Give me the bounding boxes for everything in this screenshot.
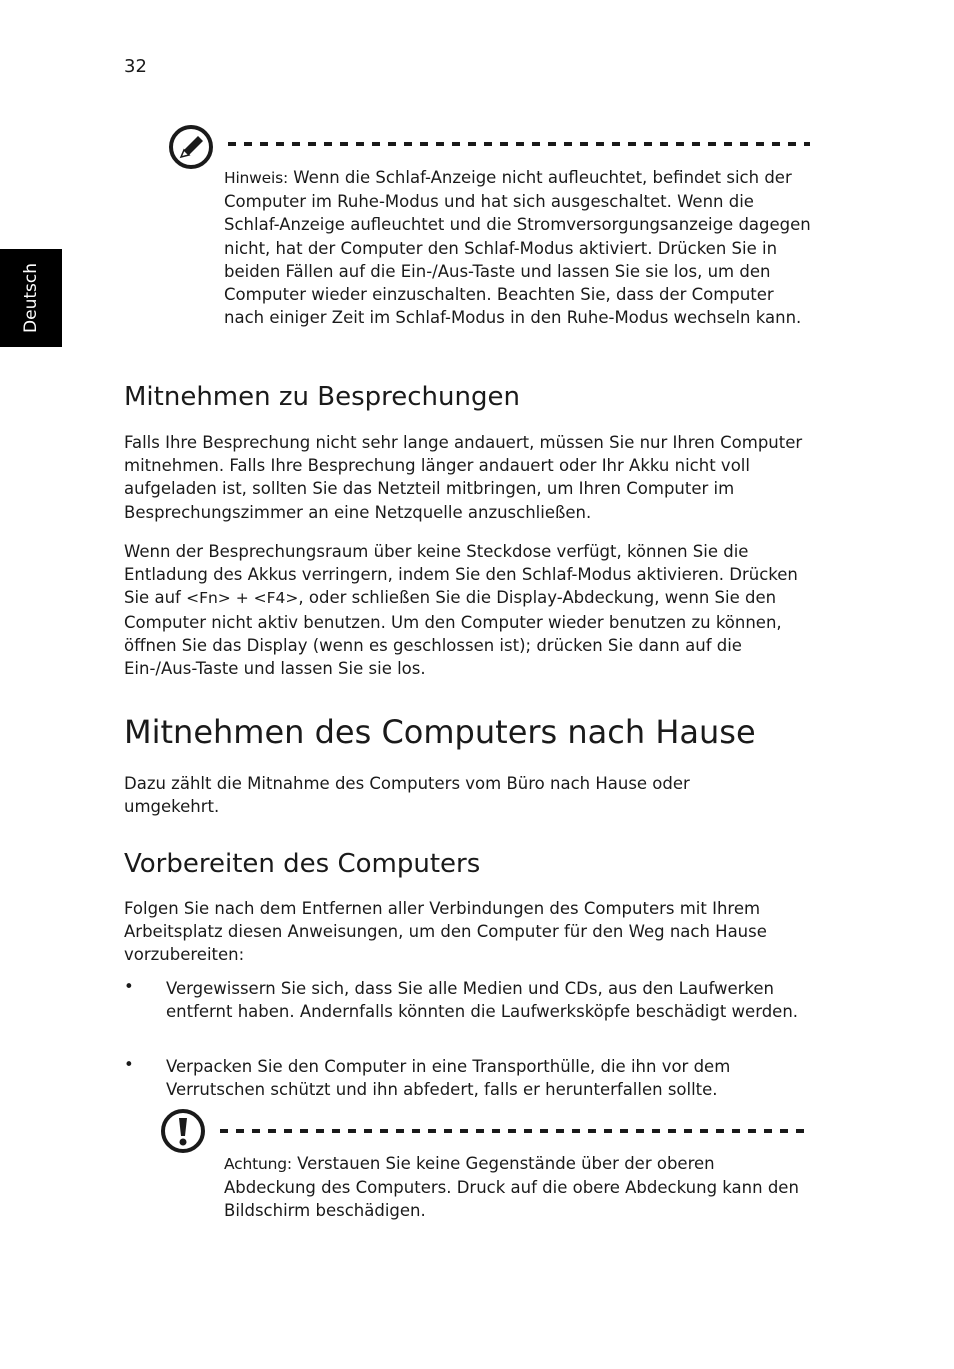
caution-label: Achtung: bbox=[224, 1155, 292, 1173]
list-item: Verpacken Sie den Computer in eine Transporthülle, die ihn vor dem Verrutschen schützt und ihn abfedert, falls er herunterfallen sollte. bbox=[166, 1057, 731, 1100]
language-tab bbox=[0, 249, 62, 347]
caution-text bbox=[224, 1152, 804, 1223]
heading-prepare: Vorbereiten des Computers bbox=[124, 849, 481, 879]
key-combo: <Fn> + <F4> bbox=[186, 589, 299, 608]
list-item: Vergewissern Sie sich, dass Sie alle Medien und CDs, aus den Laufwerken entfernt haben. Andernfalls könnten die Laufwerksköpfe beschädigt werden. bbox=[166, 979, 799, 1022]
bullet-marker: • bbox=[124, 1055, 134, 1074]
bullet-marker: • bbox=[124, 977, 134, 996]
meetings-p2-start: Wenn der Besprechungsraum über keine Steckdose verfügt, können Sie die Entladung des Akkus verringern, indem Sie den Schlaf-Modus aktivieren. Drücken Sie auf bbox=[124, 542, 798, 608]
meetings-p2-end: , oder schließen Sie die Display-Abdeckung, wenn Sie den Computer nicht aktiv benutzen. Um den Computer wieder benutzen zu können, öffnen Sie das Display (wenn es geschlossen ist); drücken Sie dann auf die Ein-/Aus-Taste und lassen Sie sie los. bbox=[124, 588, 782, 679]
pencil-note-icon bbox=[168, 124, 214, 170]
meetings-paragraph-1: Falls Ihre Besprechung nicht sehr lange andauert, müssen Sie nur Ihren Computer mitnehmen. Falls Ihre Besprechung länger andauert oder Ihr Akku nicht voll aufgeladen ist, sollten Sie das Netzteil mitbringen, um Ihren Computer im Besprechungszimmer an eine Netzquelle anzuschließen. bbox=[124, 433, 803, 522]
home-intro: Dazu zählt die Mitnahme des Computers vom Büro nach Hause oder umgekehrt. bbox=[124, 774, 690, 817]
note-body: Wenn die Schlaf-Anzeige nicht aufleuchtet, befindet sich der Computer im Ruhe-Modus und hat sich ausgeschaltet. Wenn die Schlaf-Anzeige aufleuchtet und die Stromversorgungsanzeige dagegen nicht, hat der Computer den Schlaf-Modus aktiviert. Drücken Sie in beiden Fällen auf die Ein-/Aus-Taste und lassen Sie sie los, um den Computer wieder einzuschalten. Beachten Sie, dass der Computer nach einiger Zeit im Schlaf-Modus in den Ruhe-Modus wechseln kann. bbox=[224, 168, 811, 328]
heading-home: Mitnehmen des Computers nach Hause bbox=[124, 713, 756, 751]
page-number: 32 bbox=[124, 56, 147, 77]
meetings-paragraph-2 bbox=[124, 540, 814, 680]
exclamation-warning-icon bbox=[160, 1108, 206, 1154]
heading-meetings: Mitnehmen zu Besprechungen bbox=[124, 382, 520, 412]
caution-dashed-rule bbox=[220, 1129, 806, 1133]
prepare-intro: Folgen Sie nach dem Entfernen aller Verbindungen des Computers mit Ihrem Arbeitsplatz diesen Anweisungen, um den Computer für den Weg nach Hause vorzubereiten: bbox=[124, 899, 767, 965]
note-label: Hinweis: bbox=[224, 169, 289, 187]
note-text bbox=[224, 166, 814, 329]
language-tab-label: Deutsch bbox=[21, 263, 41, 333]
note-dashed-rule bbox=[228, 142, 810, 146]
caution-body: Verstauen Sie keine Gegenstände über der oberen Abdeckung des Computers. Druck auf die obere Abdeckung kann den Bildschirm beschädigen. bbox=[224, 1154, 799, 1221]
